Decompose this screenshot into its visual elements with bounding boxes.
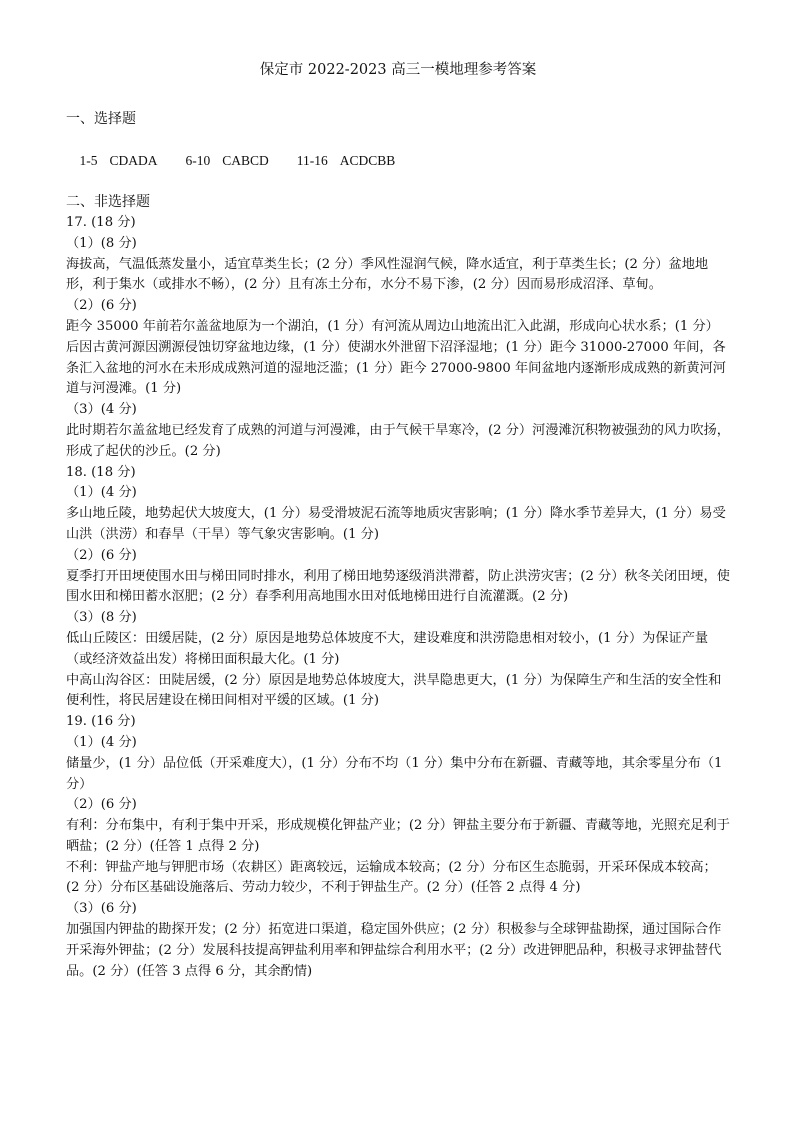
q18-part-3-header: （3）(8 分) — [66, 610, 137, 626]
section-heading-multiple-choice: 一、选择题 — [66, 111, 136, 127]
mc-group-3-answers: ACDCBB — [339, 152, 396, 168]
mc-group-1-answers: CDADA — [109, 152, 158, 168]
page-title: 保定市 2022-2023 高三一模地理参考答案 — [259, 62, 537, 78]
q19-part-2-header: （2）(6 分) — [66, 797, 137, 813]
q17-part-1-answer: 海拔高，气温低蒸发量小，适宜草类生长；(2 分）季风性湿润气候，降水适宜，利于草类生长；(2 分）盆地地形，利于集水（或排水不畅），(2 分）且有冻土分布，水分不易下渗，(2 分）因而易形成沼泽、草甸。 — [66, 256, 709, 293]
q19-part-1-answer: 储量少，(1 分）品位低（开采难度大），(1 分）分布不均（1 分）集中分布在新疆、青藏等地，其余零星分布（1 分） — [66, 755, 727, 792]
question-18-header: 18. (18 分) — [66, 464, 136, 480]
mc-group-1-label: 1-5 — [79, 152, 98, 168]
q18-part-3-answer-a: 低山丘陵区：田缓居陡，(2 分）原因是地势总体坡度不大，建设难度和洪涝隐患相对较小，(1 分）为保证产量（或经济效益出发）将梯田面积最大化。(1 分) — [66, 630, 709, 667]
section-heading-free-response: 二、非选择题 — [66, 194, 150, 211]
q17-part-3-answer: 此时期若尔盖盆地已经发育了成熟的河道与河漫滩，由于气候干旱寒冷，(2 分）河漫滩沉积物被强劲的风力吹扬，形成了起伏的沙丘。(2 分) — [66, 422, 730, 459]
q17-part-1-header: （1）(8 分) — [66, 235, 137, 251]
q18-part-2-answer: 夏季打开田埂使围水田与梯田同时排水，利用了梯田地势逐级消洪滞蓄，防止洪涝灾害；(2 分）秋冬关闭田埂，使围水田和梯田蓄水沤肥；(2 分）春季利用高地围水田对低地梯田进行自流灌溉。(2 分) — [66, 568, 730, 605]
mc-group-2-answers: CABCD — [222, 152, 269, 168]
q19-part-3-answer: 加强国内钾盐的勘探开发；(2 分）拓宽进口渠道，稳定国外供应；(2 分）积极参与全球钾盐勘探，通过国际合作开采海外钾盐；(2 分）发展科技提高钾盐利用率和钾盐综合利用水平；(2 分）改进钾肥品种，积极寻求钾盐替代品。(2 分）(任答 3 点得 6 分，其余酌情) — [66, 922, 722, 979]
q17-part-2-answer: 距今 35000 年前若尔盖盆地原为一个湖泊，(1 分）有河流从周边山地流出汇入此湖，形成向心状水系；(1 分）后因古黄河源因溯源侵蚀切穿盆地边缘，(1 分）使湖水外泄留下沼泽湿地；(1 分）距今 31000-27000 年间，各条汇入盆地的河水在未形成成熟河道的湿地泛滥；(1 分）距今 27000-9800 年间盆地内逐渐形成成熟的新黄河河道与河漫滩。(1 分) — [66, 318, 726, 397]
answer-document — [66, 58, 730, 982]
q19-part-3-header: （3）(6 分) — [66, 901, 137, 917]
q19-part-2-answer-b: 不利：钾盐产地与钾肥市场（农耕区）距离较远，运输成本较高；(2 分）分布区生态脆弱，开采环保成本较高；(2 分）分布区基础设施落后、劳动力较少，不利于钾盐生产。(2 分）(任答 2 点得 4 分) — [66, 859, 717, 896]
q19-part-1-header: （1）(4 分) — [66, 734, 137, 750]
question-19-header: 19. (16 分) — [66, 714, 136, 730]
mc-group-2-label: 6-10 — [185, 152, 211, 168]
q18-part-2-header: （2）(6 分) — [66, 547, 137, 563]
multiple-choice-answers — [66, 130, 730, 192]
question-17-header: 17. (18 分) — [66, 214, 136, 230]
mc-group-3-label: 11-16 — [296, 152, 328, 168]
q19-part-2-answer-a: 有利：分布集中，有利于集中开采，形成规模化钾盐产业；(2 分）钾盐主要分布于新疆、青藏等地，光照充足利于晒盐；(2 分）(任答 1 点得 2 分) — [66, 818, 730, 854]
q18-part-1-header: （1）(4 分) — [66, 485, 137, 501]
q18-part-3-answer-b: 中高山沟谷区：田陡居缓，(2 分）原因是地势总体坡度大，洪旱隐患更大，(1 分）为保障生产和生活的安全性和便利性，将民居建设在梯田间相对平缓的区域。(1 分) — [66, 672, 722, 709]
q17-part-3-header: （3）(4 分) — [66, 402, 137, 418]
q18-part-1-answer: 多山地丘陵，地势起伏大坡度大，(1 分）易受滑坡泥石流等地质灾害影响；(1 分）降水季节差异大，(1 分）易受山洪（洪涝）和春旱（干旱）等气象灾害影响。(1 分) — [66, 506, 726, 542]
q17-part-2-header: （2）(6 分) — [66, 298, 137, 314]
